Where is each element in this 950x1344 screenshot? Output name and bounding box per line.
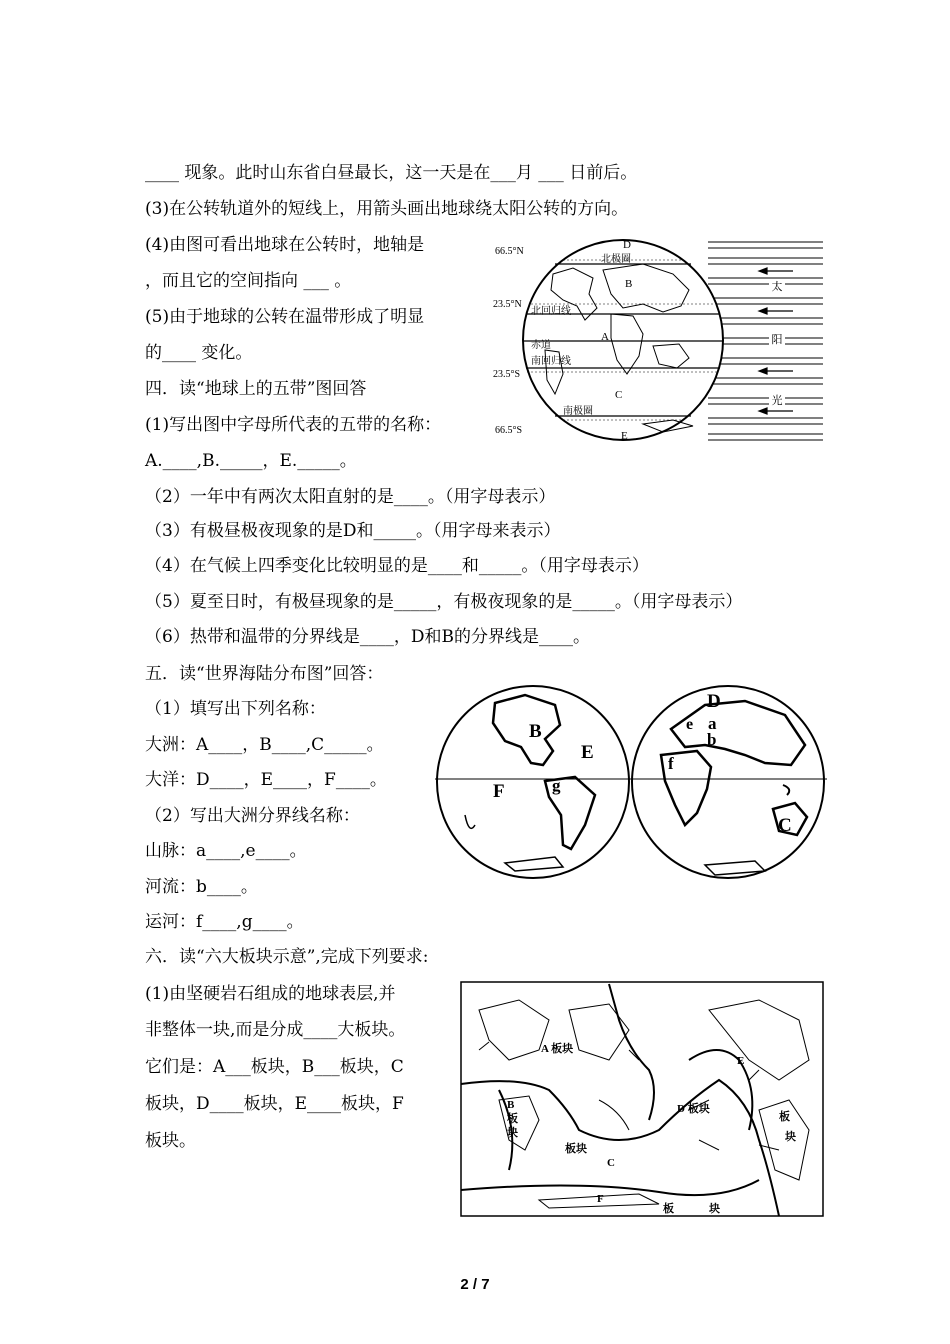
text-line: 山脉：a____,e____。 [145, 841, 307, 861]
plate-label: 块 [507, 1127, 518, 1139]
text-line: (5)由于地球的公转在温带形成了明显 [145, 307, 425, 327]
plate-label: A 板块 [541, 1043, 574, 1055]
text-line: 板块，D____板块，E____板块，F [145, 1094, 404, 1114]
text-line: 的____ 变化。 [145, 343, 253, 363]
text-line: A.____,B._____，E._____。 [145, 451, 357, 471]
zone-letter: E [621, 430, 628, 442]
plate-label: F [597, 1193, 604, 1205]
map-letter: f [668, 754, 674, 773]
page-number: 2 / 7 [460, 1276, 490, 1293]
text-line: (3)在公转轨道外的短线上，用箭头画出地球绕太阳公转的方向。 [145, 199, 629, 219]
text-line: (1)写出图中字母所代表的五带的名称： [145, 415, 442, 435]
plates-figure [459, 980, 826, 1220]
text-line: （2）写出大洲分界线名称： [145, 806, 360, 826]
line-label: 南极圈 [563, 406, 593, 417]
plate-label: 块 [785, 1131, 796, 1143]
line-label: 南回归线 [531, 356, 571, 367]
five-zones-figure [493, 234, 828, 446]
latitude-label: 23.5°S [493, 369, 521, 380]
text-line: ____ 现象。此时山东省白昼最长，这一天是在___月 ___ 日前后。 [145, 163, 638, 183]
map-letter: a [708, 714, 717, 733]
plate-label: 板 [779, 1111, 790, 1123]
latitude-label: 66.5°S [495, 425, 523, 436]
text-line: 河流：b____。 [145, 877, 258, 897]
text-line: （6）热带和温带的分界线是____，D和B的分界线是____。 [145, 627, 590, 647]
map-letter: e [686, 716, 694, 733]
line-label: 北回归线 [531, 306, 571, 317]
plate-label: 板 [663, 1203, 674, 1215]
map-letter: E [581, 742, 594, 763]
text-line: 非整体一块,而是分成____大板块。 [145, 1020, 406, 1040]
text-line: 板块。 [145, 1131, 196, 1151]
zone-letter: A [601, 331, 609, 343]
section-heading: 六．读“六大板块示意”,完成下列要求: [145, 947, 429, 967]
line-label: 赤道 [531, 340, 551, 351]
sunlight-label: 太 [771, 281, 783, 293]
plate-label: 块 [709, 1203, 720, 1215]
world-map-figure [435, 685, 827, 885]
text-line: (4)由图可看出地球在公转时，地轴是 [145, 235, 425, 255]
text-line: ，而且它的空间指向 ___ 。 [145, 271, 352, 291]
text-line: 运河：f____,g____。 [145, 912, 304, 932]
section-heading: 五．读“世界海陆分布图”回答： [145, 664, 384, 684]
latitude-label: 23.5°N [493, 299, 522, 310]
plate-label: 板块 [565, 1143, 587, 1155]
text-line: 它们是：A___板块，B___板块，C [145, 1057, 404, 1077]
text-line: （1）填写出下列名称： [145, 699, 326, 719]
line-label: 北极圈 [601, 254, 631, 265]
map-letter: F [493, 781, 505, 802]
text-line: （3）有极昼极夜现象的是D和_____。（用字母来表示） [145, 521, 561, 541]
zone-letter: D [623, 239, 631, 251]
latitude-label: 66.5°N [495, 246, 524, 257]
map-letter: g [552, 776, 561, 795]
map-letter: C [778, 815, 792, 836]
text-line: （5）夏至日时，有极昼现象的是_____，有极夜现象的是_____。（用字母表示） [145, 592, 743, 612]
section-heading: 四．读“地球上的五带”图回答 [145, 379, 367, 399]
map-letter: B [529, 721, 542, 742]
map-letter: D [707, 691, 721, 712]
plate-label: C [607, 1157, 615, 1169]
plate-label: D 板块 [677, 1103, 710, 1115]
text-line: 大洋：D____，E____，F____。 [145, 770, 387, 790]
text-line: 大洲：A____，B____,C_____。 [145, 735, 384, 755]
text-line: （2）一年中有两次太阳直射的是____。（用字母表示） [145, 487, 556, 507]
zone-letter: C [615, 389, 623, 401]
plate-label: E [737, 1055, 745, 1067]
plate-label: B [507, 1099, 515, 1111]
text-line: (1)由坚硬岩石组成的地球表层,并 [145, 984, 396, 1004]
sunlight-label: 阳 [771, 334, 783, 346]
sunlight-label: 光 [771, 395, 783, 407]
plate-label: 板 [507, 1113, 518, 1125]
text-line: （4）在气候上四季变化比较明显的是____和_____。（用字母表示） [145, 556, 649, 576]
map-letter: b [707, 730, 717, 749]
zone-letter: B [625, 278, 633, 290]
